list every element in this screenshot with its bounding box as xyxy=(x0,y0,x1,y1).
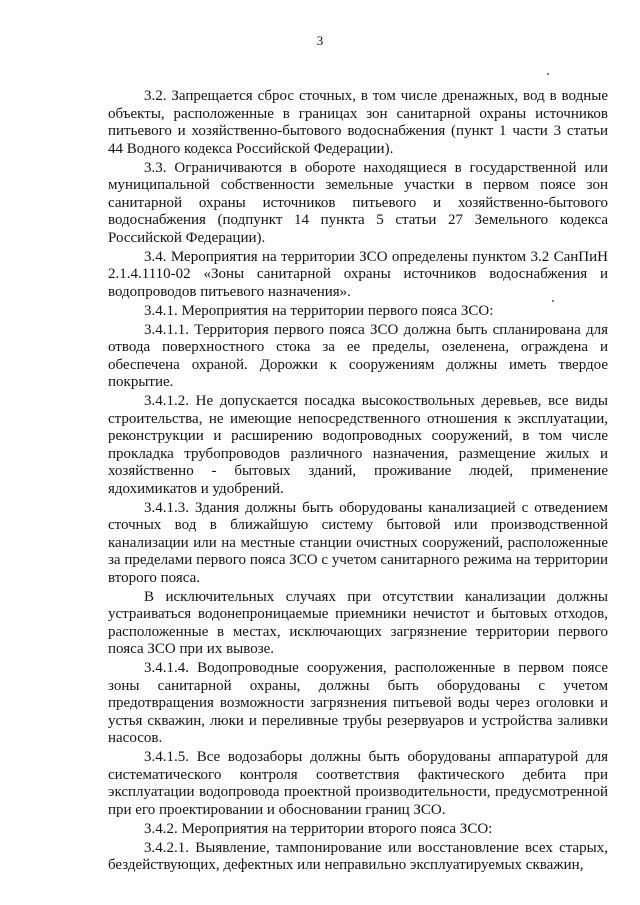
paragraph-3-4-1-5: 3.4.1.5. Все водозаборы должны быть оборудованы аппаратурой для систематического контроля соответствия фактического дебита при эксплуатации водопровода проектной производительности, предусмотренной при его проектировании и обосновании границ ЗСО. xyxy=(108,749,608,818)
paragraph-3-4-1-1: 3.4.1.1. Территория первого пояса ЗСО должна быть спланирована для отвода поверхностного стока за ее пределы, озеленена, ограждена и обеспечена охраной. Дорожки к сооружениям должны иметь твердое покрытие. xyxy=(108,321,608,390)
paragraph-3-4-2: 3.4.2. Мероприятия на территории второго пояса ЗСО: xyxy=(144,820,493,837)
scan-speck xyxy=(547,73,549,75)
document-body xyxy=(108,88,608,876)
paragraph-3-4-1-2: 3.4.1.2. Не допускается посадка высокоствольных деревьев, все виды строительства, не имеющие непосредственного отношения к эксплуатации, реконструкции и расширению водопроводных сооружений, в том числе прокладка трубопроводов различного назначения, размещение жилых и хозяйственно - бытовых зданий, проживание людей, применение ядохимикатов и удобрений. xyxy=(108,393,608,497)
paragraph-3-4-1-4: 3.4.1.4. Водопроводные сооружения, расположенные в первом поясе зоны санитарной охраны, должны быть оборудованы с учетом предотвращения возможности загрязнения питьевой воды через оголовки и устья скважин, люки и переливные трубы резервуаров и устройства заливки насосов. xyxy=(108,660,608,746)
paragraph-3-2: 3.2. Запрещается сброс сточных, в том числе дренажных, вод в водные объекты, расположенные в границах зон санитарной охраны источников питьевого и хозяйственно-бытового водоснабжения (пункт 1 части 3 статьи 44 Водного кодекса Российской Федерации). xyxy=(108,88,608,157)
paragraph-exceptional-cases: В исключительных случаях при отсутствии канализации должны устраиваться водонепроницаемые приемники нечистот и бытовых отходов, расположенные в местах, исключающих загрязнение территории первого пояса ЗСО при их вывозе. xyxy=(108,588,608,657)
paragraph-3-4: 3.4. Мероприятия на территории ЗСО определены пунктом 3.2 СанПиН 2.1.4.1110-02 «Зоны санитарной охраны источников водоснабжения и водопроводов питьевого назначения». xyxy=(108,248,608,300)
paragraph-3-4-2-1: 3.4.2.1. Выявление, тампонирование или восстановление всех старых, бездействующих, дефектных или неправильно эксплуатируемых скважин, xyxy=(108,839,608,873)
paragraph-3-3: 3.3. Ограничиваются в обороте находящиеся в государственной или муниципальной собственности земельные участки в первом поясе зон санитарной охраны источников питьевого и хозяйственно-бытового водоснабжения (подпункт 14 пункта 5 статьи 27 Земельного кодекса Российской Федерации). xyxy=(108,159,608,246)
paragraph-3-4-1-3: 3.4.1.3. Здания должны быть оборудованы канализацией с отведением сточных вод в ближайшую систему бытовой или производственной канализации или на местные станции очистных сооружений, расположенные за пределами первого пояса ЗСО с учетом санитарного режима на территории второго пояса. xyxy=(108,499,608,586)
page-number: 3 xyxy=(316,33,324,48)
paragraph-3-4-1: 3.4.1. Мероприятия на территории первого пояса ЗСО: xyxy=(144,302,494,319)
